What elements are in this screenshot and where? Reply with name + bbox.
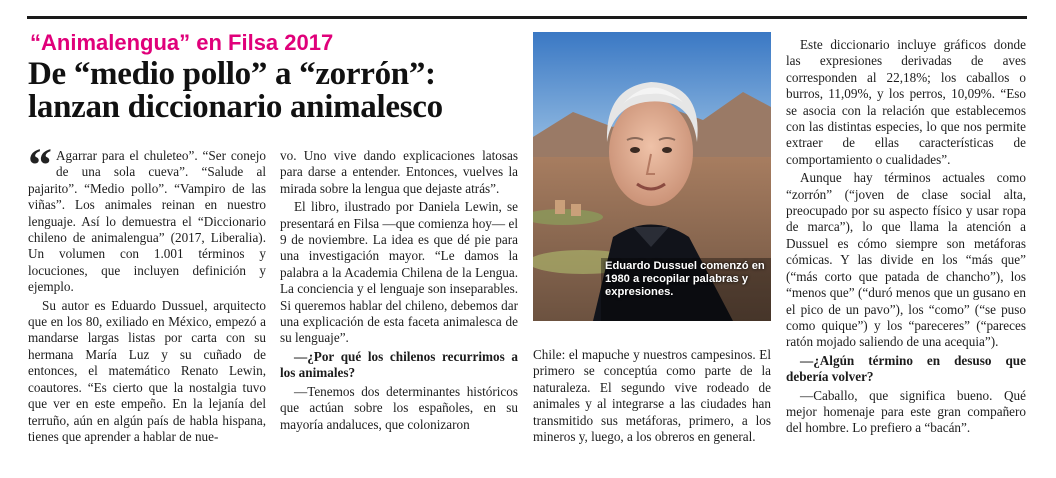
article-headline: [28, 58, 528, 124]
paragraph: —Caballo, que significa bueno. Qué mejor homenaje para este gran compañero del hombre. Lo prefiero a “bacán”.: [786, 387, 1026, 436]
paragraph: Chile: el mapuche y nuestros campesinos. El primero se conceptúa como parte de la naturaleza. El segundo vive rodeado de animales y al integrarse a las ciudades han transmitido sus metáforas, primero, a los mineros y, luego, a los obreros en general.: [533, 347, 771, 445]
interview-question: —¿Por qué los chilenos recurrimos a los animales?: [280, 348, 518, 381]
paragraph: El libro, ilustrado por Daniela Lewin, se presentará en Filsa —que comienza hoy— el 9 de noviembre. La idea es que dé pie para una investigación mayor. “Le damos la palabra a la Academia Chilena de la Lengua. La conciencia y el lenguaje son inseparables. Si queremos hablar del chileno, debemos dar una explicación de esta faceta animalesca de su lenguaje”.: [280, 199, 518, 346]
text-column-1: [28, 139, 266, 445]
paragraph: Agarrar para el chuleteo”. “Ser conejo de una sola cueva”. “Salude al pajarito”. “Medio pollo”. “Vampiro de las viñas”. Los animales reinan en nuestro lenguaje. Así lo demuestra el “Diccionario chileno de animalengua” (2017, Liberalia). Un volumen con 1.001 términos y locuciones, que incluyen definición y ejemplo.: [28, 148, 266, 295]
text-column-2: [280, 148, 518, 433]
headline-line: De “medio pollo” a “zorrón”:: [28, 56, 436, 92]
top-rule: [27, 16, 1027, 19]
paragraph: vo. Uno vive dando explicaciones latosas para darse a entender. Entonces, vuelves la mirada sobre la lengua que dejaste atrás”.: [280, 148, 518, 196]
photo-caption: Eduardo Dussuel comenzó en 1980 a recopilar palabras y expresiones.: [605, 260, 765, 298]
text-column-3: [533, 347, 771, 445]
drop-quote-mark: “: [28, 139, 52, 192]
paragraph: Aunque hay términos actuales como “zorrón” (“joven de clase social alta, preocupado por su aspecto físico y usar ropa de marca”), lo que llama la atención a Dussuel es cómo siempre son metáforas cómicas. Y las divide en los “más que” (“más corto que patada de chancho”), los “menos que” (“duró menos que un gusano en el pico de un pavo”), los “como” (“se puso como quique”) y los “pareceres” (“pareces ratón mojado saliendo de una acequia”).: [786, 170, 1026, 350]
interview-question: —¿Algún término en desuso que debería volver?: [786, 352, 1026, 385]
paragraph: Este diccionario incluye gráficos donde las expresiones derivadas de aves corresponden al 22,18%; los caballos o burros, 11,09%, y los perros, 10,09%. “Eso se asocia con la relación que establecemos con las distintas especies, lo que nos permite extraer de ellas características de comportamiento o cualidades”.: [786, 37, 1026, 167]
article-kicker: “Animalengua” en Filsa 2017: [30, 30, 334, 55]
paragraph: Su autor es Eduardo Dussuel, arquitecto que en los 80, exiliado en México, empezó a mandarse largas listas por carta con su hermana María Luz y su cuñado de entonces, el matemático Renato Lewin, coautores. “Es cierto que la nostalgia tuvo que ver en este empeño. En la lejanía del terruño, aún en algún país de habla hispana, tienes que aprender a hablar de nue-: [28, 297, 266, 444]
headline-line: lanzan diccionario animalesco: [28, 89, 443, 125]
text-column-4: [786, 37, 1026, 437]
paragraph: —Tenemos dos determinantes históricos que actúan sobre los españoles, en su mayoría andaluces, que colonizaron: [280, 383, 518, 432]
